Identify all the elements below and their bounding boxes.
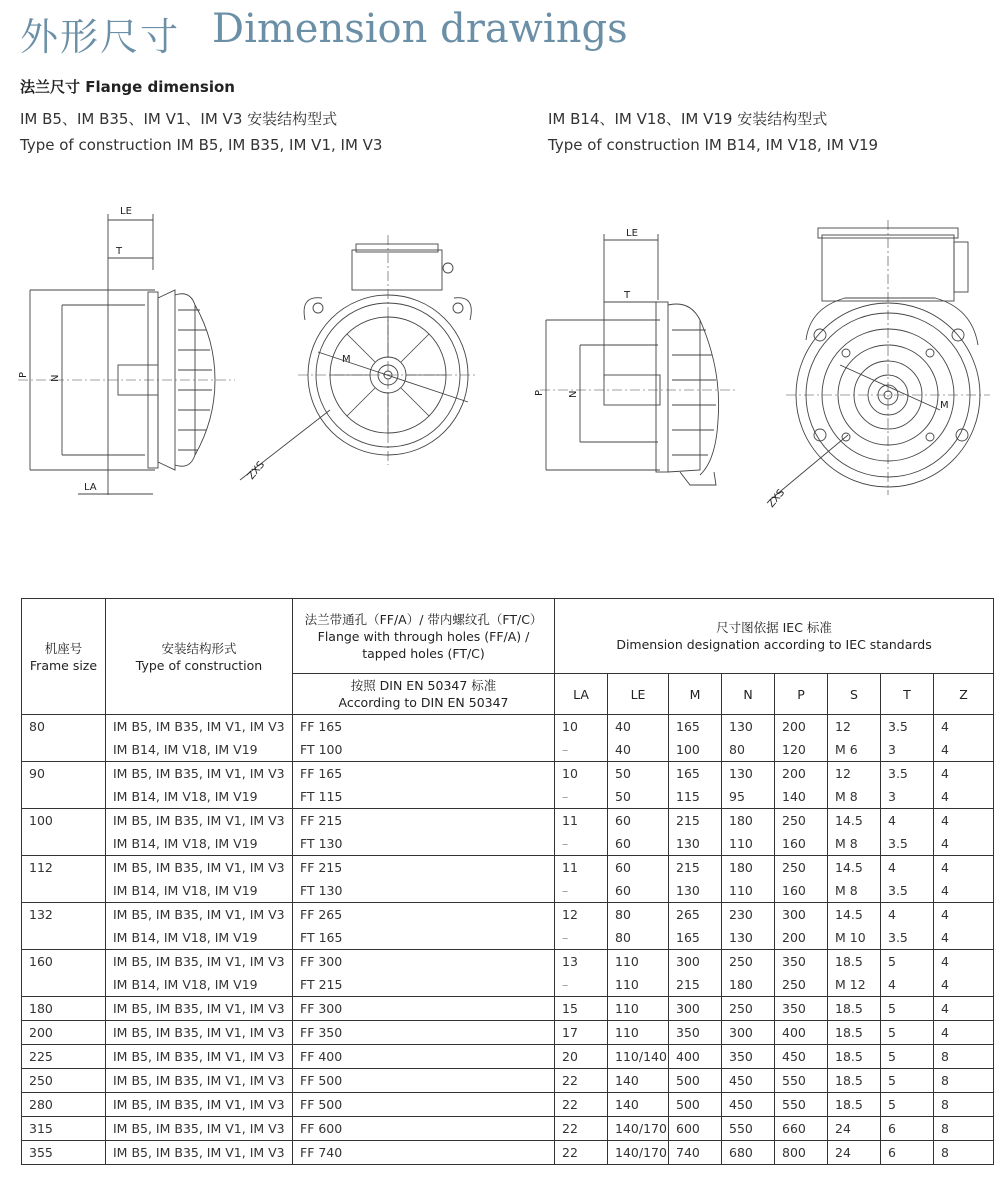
header-din-en: According to DIN EN 50347 (338, 695, 509, 710)
header-construction-zh: 安装结构形式 (161, 640, 237, 656)
table-row (22, 832, 994, 856)
table-cell: 350 (775, 950, 828, 974)
table-cell: 8 (934, 1069, 994, 1093)
table-cell: IM B5, IM B35, IM V1, IM V3 (106, 715, 293, 739)
table-cell: IM B5, IM B35, IM V1, IM V3 (106, 1117, 293, 1141)
table-cell: FF 165 (293, 762, 555, 786)
table-row (22, 926, 994, 950)
table-cell: 4 (934, 856, 994, 880)
table-cell: 50 (608, 785, 669, 809)
table-cell: 600 (669, 1117, 722, 1141)
table-cell: 450 (722, 1069, 775, 1093)
table-cell: 355 (22, 1141, 106, 1165)
table-cell: IM B5, IM B35, IM V1, IM V3 (106, 1069, 293, 1093)
table-cell: 110 (608, 973, 669, 997)
table-row (22, 856, 994, 880)
col-header: M (669, 674, 722, 715)
table-cell: 3.5 (881, 879, 934, 903)
label-n-1: N (50, 374, 61, 382)
table-row (22, 903, 994, 927)
front-view-b5-drawing (240, 235, 478, 480)
table-cell: FT 215 (293, 973, 555, 997)
header-din-zh: 按照 DIN EN 50347 标准 (350, 678, 497, 693)
table-cell: M 8 (828, 785, 881, 809)
label-zxs-2: ZXS (765, 487, 788, 510)
table-cell: – (555, 738, 608, 762)
table-cell: 5 (881, 1021, 934, 1045)
table-cell: 8 (934, 1093, 994, 1117)
label-t-1: T (116, 246, 123, 257)
table-cell: 265 (669, 903, 722, 927)
table-cell: FF 740 (293, 1141, 555, 1165)
table-cell: 130 (669, 832, 722, 856)
table-cell: 110 (608, 950, 669, 974)
table-cell: IM B5, IM B35, IM V1, IM V3 (106, 1093, 293, 1117)
table-cell: 4 (934, 997, 994, 1021)
table-cell: FF 500 (293, 1069, 555, 1093)
page-title-en: Dimension drawings (212, 6, 628, 52)
drawings-svg (0, 180, 1000, 520)
table-cell: 115 (669, 785, 722, 809)
table-cell: FT 130 (293, 832, 555, 856)
table-cell (22, 832, 106, 856)
col-header: LA (555, 674, 608, 715)
table-cell: 110 (722, 832, 775, 856)
table-cell: 200 (775, 926, 828, 950)
table-cell: 130 (722, 715, 775, 739)
table-cell: 315 (22, 1117, 106, 1141)
table-cell: 3.5 (881, 926, 934, 950)
table-cell: 60 (608, 879, 669, 903)
table-cell (22, 879, 106, 903)
label-n-2: N (568, 390, 579, 398)
table-cell: 280 (22, 1093, 106, 1117)
construction-left-en: Type of construction IM B5, IM B35, IM V1, IM V3 (20, 136, 383, 154)
table-cell: 14.5 (828, 809, 881, 833)
table-cell: 300 (669, 997, 722, 1021)
table-cell: 6 (881, 1141, 934, 1165)
table-row (22, 950, 994, 974)
table-cell: 100 (669, 738, 722, 762)
table-cell: 500 (669, 1093, 722, 1117)
label-le-1: LE (120, 206, 132, 217)
construction-right-en: Type of construction IM B14, IM V18, IM V19 (548, 136, 879, 154)
label-m-1: M (342, 354, 351, 365)
label-p-1: P (18, 371, 29, 378)
table-cell: IM B14, IM V18, IM V19 (106, 832, 293, 856)
table-cell: 22 (555, 1069, 608, 1093)
table-cell: FT 165 (293, 926, 555, 950)
table-cell: 165 (669, 715, 722, 739)
table-cell: IM B5, IM B35, IM V1, IM V3 (106, 903, 293, 927)
table-cell (22, 785, 106, 809)
table-row (22, 879, 994, 903)
table-cell: 215 (669, 856, 722, 880)
table-cell: 300 (722, 1021, 775, 1045)
table-cell: 250 (722, 997, 775, 1021)
header-construction-en: Type of construction (135, 657, 263, 673)
table-row (22, 1141, 994, 1165)
table-cell: 500 (669, 1069, 722, 1093)
table-cell: IM B14, IM V18, IM V19 (106, 879, 293, 903)
table-cell: 100 (22, 809, 106, 833)
header-iec-zh: 尺寸图依据 IEC 标准 (716, 620, 832, 635)
col-header: T (881, 674, 934, 715)
header-frame-zh: 机座号 (44, 640, 83, 656)
table-cell: 5 (881, 1093, 934, 1117)
table-cell: 250 (722, 950, 775, 974)
header-flange (293, 599, 555, 674)
table-cell: 4 (934, 715, 994, 739)
dimension-drawings (0, 180, 1000, 520)
table-cell: 22 (555, 1093, 608, 1117)
table-cell: 3.5 (881, 715, 934, 739)
table-cell: 4 (881, 903, 934, 927)
table-cell: – (555, 926, 608, 950)
table-cell: IM B5, IM B35, IM V1, IM V3 (106, 1045, 293, 1069)
table-cell: 18.5 (828, 1021, 881, 1045)
table-cell: FF 265 (293, 903, 555, 927)
construction-left (20, 106, 382, 158)
table-cell: 680 (722, 1141, 775, 1165)
table-cell: 20 (555, 1045, 608, 1069)
table-cell: 15 (555, 997, 608, 1021)
table-cell: 18.5 (828, 1045, 881, 1069)
table-cell: 22 (555, 1141, 608, 1165)
table-cell: 350 (775, 997, 828, 1021)
construction-left-zh: IM B5、IM B35、IM V1、IM V3 安装结构型式 (20, 110, 338, 128)
table-cell: – (555, 832, 608, 856)
side-view-b5-drawing (18, 214, 235, 495)
table-cell: 80 (608, 903, 669, 927)
table-cell: 660 (775, 1117, 828, 1141)
table-cell: 140/170 (608, 1117, 669, 1141)
table-cell: 60 (608, 809, 669, 833)
table-cell: 24 (828, 1141, 881, 1165)
table-cell: 550 (775, 1093, 828, 1117)
table-cell: 165 (669, 762, 722, 786)
table-cell: 5 (881, 1045, 934, 1069)
col-header: S (828, 674, 881, 715)
table-cell: 8 (934, 1141, 994, 1165)
table-cell: FF 300 (293, 950, 555, 974)
table-cell: FT 115 (293, 785, 555, 809)
table-cell: 90 (22, 762, 106, 786)
table-cell: 140 (775, 785, 828, 809)
table-row (22, 973, 994, 997)
table-cell: 60 (608, 856, 669, 880)
table-row (22, 715, 994, 739)
table-cell: 450 (722, 1093, 775, 1117)
table-cell: FT 100 (293, 738, 555, 762)
table-cell: – (555, 785, 608, 809)
table-cell: 800 (775, 1141, 828, 1165)
table-cell: 132 (22, 903, 106, 927)
table-cell: 215 (669, 973, 722, 997)
table-cell: 140 (608, 1093, 669, 1117)
label-t-2: T (624, 290, 631, 301)
table-cell: 11 (555, 856, 608, 880)
table-cell: 3 (881, 785, 934, 809)
header-flange-zh: 法兰带通孔（FF/A）/ 带内螺纹孔（FT/C） (304, 611, 543, 627)
table-cell: 400 (669, 1045, 722, 1069)
table-cell: 180 (722, 809, 775, 833)
table-cell: IM B5, IM B35, IM V1, IM V3 (106, 809, 293, 833)
table-cell: 215 (669, 809, 722, 833)
table-cell: IM B5, IM B35, IM V1, IM V3 (106, 997, 293, 1021)
table-cell: 60 (608, 832, 669, 856)
flange-dimension-table (21, 598, 994, 1165)
table-cell: M 12 (828, 973, 881, 997)
table-cell: IM B14, IM V18, IM V19 (106, 973, 293, 997)
side-view-b14-drawing (540, 234, 735, 485)
table-cell: IM B5, IM B35, IM V1, IM V3 (106, 1021, 293, 1045)
table-cell: M 6 (828, 738, 881, 762)
table-cell: 250 (775, 809, 828, 833)
table-cell: 80 (608, 926, 669, 950)
table-cell: 8 (934, 1117, 994, 1141)
construction-right (548, 106, 878, 158)
table-row (22, 1093, 994, 1117)
table-cell: 110 (608, 997, 669, 1021)
table-cell: IM B14, IM V18, IM V19 (106, 738, 293, 762)
table-cell: 12 (828, 762, 881, 786)
table-cell: 140/170 (608, 1141, 669, 1165)
table-cell: IM B5, IM B35, IM V1, IM V3 (106, 1141, 293, 1165)
table-cell: 4 (934, 809, 994, 833)
table-cell: 350 (669, 1021, 722, 1045)
table-cell: 4 (881, 809, 934, 833)
table-cell: 18.5 (828, 1093, 881, 1117)
table-cell: 300 (775, 903, 828, 927)
table-cell: FT 130 (293, 879, 555, 903)
table-cell: 200 (775, 715, 828, 739)
header-construction (106, 599, 293, 715)
table-cell: 4 (881, 973, 934, 997)
table-cell: 17 (555, 1021, 608, 1045)
table-cell: M 10 (828, 926, 881, 950)
table-cell: 4 (881, 856, 934, 880)
table-cell: – (555, 879, 608, 903)
table-cell: FF 215 (293, 809, 555, 833)
table-cell: M 8 (828, 879, 881, 903)
table-cell: 130 (722, 762, 775, 786)
table-cell: IM B5, IM B35, IM V1, IM V3 (106, 762, 293, 786)
header-iec (555, 599, 994, 674)
table-cell: 450 (775, 1045, 828, 1069)
table-cell: FF 215 (293, 856, 555, 880)
header-iec-en: Dimension designation according to IEC standards (616, 637, 932, 652)
table-cell: 250 (775, 856, 828, 880)
table-cell: 3.5 (881, 832, 934, 856)
table-cell: 110 (608, 1021, 669, 1045)
header-frame-size (22, 599, 106, 715)
table-cell: 130 (722, 926, 775, 950)
table-cell: 10 (555, 762, 608, 786)
table-cell: 140 (608, 1069, 669, 1093)
table-cell: 18.5 (828, 997, 881, 1021)
table-row (22, 762, 994, 786)
table-cell: 200 (775, 762, 828, 786)
table-cell: 12 (555, 903, 608, 927)
table-cell: 180 (22, 997, 106, 1021)
table-cell: – (555, 973, 608, 997)
table-cell: 110 (722, 879, 775, 903)
table-row (22, 1069, 994, 1093)
table-row (22, 785, 994, 809)
table-cell: 400 (775, 1021, 828, 1045)
table-cell: 22 (555, 1117, 608, 1141)
table-cell: FF 350 (293, 1021, 555, 1045)
col-header: LE (608, 674, 669, 715)
table-cell: 4 (934, 950, 994, 974)
table-cell: 40 (608, 738, 669, 762)
table-cell: 4 (934, 903, 994, 927)
page-title-zh: 外形尺寸 (20, 15, 181, 59)
table-cell: 3 (881, 738, 934, 762)
table-cell: 180 (722, 856, 775, 880)
table-cell: IM B14, IM V18, IM V19 (106, 785, 293, 809)
table-cell: 80 (722, 738, 775, 762)
col-header: N (722, 674, 775, 715)
table-cell: 120 (775, 738, 828, 762)
table-row (22, 1117, 994, 1141)
construction-right-zh: IM B14、IM V18、IM V19 安装结构型式 (548, 110, 828, 128)
table-cell: 225 (22, 1045, 106, 1069)
table-body (22, 715, 994, 1165)
table-cell (22, 738, 106, 762)
table-cell: 4 (934, 785, 994, 809)
table-cell: 5 (881, 997, 934, 1021)
label-m-2: M (940, 400, 949, 411)
table-cell: 165 (669, 926, 722, 950)
table-cell: 6 (881, 1117, 934, 1141)
table-cell: 300 (669, 950, 722, 974)
col-header: Z (934, 674, 994, 715)
label-zxs-1: ZXS (245, 459, 268, 482)
table-cell: 40 (608, 715, 669, 739)
table-row (22, 1045, 994, 1069)
label-le-2: LE (626, 228, 638, 239)
table-cell: FF 300 (293, 997, 555, 1021)
table-cell: 230 (722, 903, 775, 927)
table-cell: 110/140 (608, 1045, 669, 1069)
table-cell: 180 (722, 973, 775, 997)
table-cell: 160 (775, 832, 828, 856)
table-cell: 160 (22, 950, 106, 974)
table-row (22, 997, 994, 1021)
table-cell: 8 (934, 1045, 994, 1069)
table-cell: 4 (934, 762, 994, 786)
table-cell: 12 (828, 715, 881, 739)
table-cell: 112 (22, 856, 106, 880)
label-la-1: LA (84, 482, 97, 493)
table-cell: 5 (881, 950, 934, 974)
table-row (22, 738, 994, 762)
table-cell: 130 (669, 879, 722, 903)
table-cell: FF 400 (293, 1045, 555, 1069)
table-cell: 4 (934, 832, 994, 856)
table-cell: FF 600 (293, 1117, 555, 1141)
table-cell: 10 (555, 715, 608, 739)
table-cell: IM B14, IM V18, IM V19 (106, 926, 293, 950)
table-cell: 4 (934, 1021, 994, 1045)
table-cell: 11 (555, 809, 608, 833)
table-cell: 740 (669, 1141, 722, 1165)
section-subtitle: 法兰尺寸 Flange dimension (20, 78, 235, 96)
label-p-2: P (534, 389, 545, 396)
table-cell: IM B5, IM B35, IM V1, IM V3 (106, 856, 293, 880)
table-cell: 250 (775, 973, 828, 997)
table-cell: 250 (22, 1069, 106, 1093)
front-view-b14-drawing (770, 220, 990, 500)
table-cell: 160 (775, 879, 828, 903)
table-cell: 200 (22, 1021, 106, 1045)
header-din (293, 674, 555, 715)
table-cell: FF 165 (293, 715, 555, 739)
table-cell: 18.5 (828, 1069, 881, 1093)
table-row (22, 1021, 994, 1045)
table-cell: 80 (22, 715, 106, 739)
table-cell: 3.5 (881, 762, 934, 786)
table-cell: 18.5 (828, 950, 881, 974)
table-cell: 13 (555, 950, 608, 974)
table-cell: 550 (775, 1069, 828, 1093)
table-cell: M 8 (828, 832, 881, 856)
table-cell: IM B5, IM B35, IM V1, IM V3 (106, 950, 293, 974)
table-cell: 14.5 (828, 903, 881, 927)
col-header: P (775, 674, 828, 715)
header-frame-en: Frame size (29, 657, 98, 673)
table-row (22, 809, 994, 833)
table-cell (22, 926, 106, 950)
table-cell: 4 (934, 973, 994, 997)
table-cell: 4 (934, 926, 994, 950)
table-cell: 550 (722, 1117, 775, 1141)
header-flange-en: Flange with through holes (FF/A) / tapped holes (FT/C) (317, 628, 530, 661)
table-cell: 350 (722, 1045, 775, 1069)
table-cell: FF 500 (293, 1093, 555, 1117)
table-cell: 50 (608, 762, 669, 786)
table-cell: 14.5 (828, 856, 881, 880)
table-cell: 4 (934, 738, 994, 762)
table-cell: 95 (722, 785, 775, 809)
table-cell: 5 (881, 1069, 934, 1093)
table-cell: 24 (828, 1117, 881, 1141)
table-cell (22, 973, 106, 997)
table-cell: 4 (934, 879, 994, 903)
